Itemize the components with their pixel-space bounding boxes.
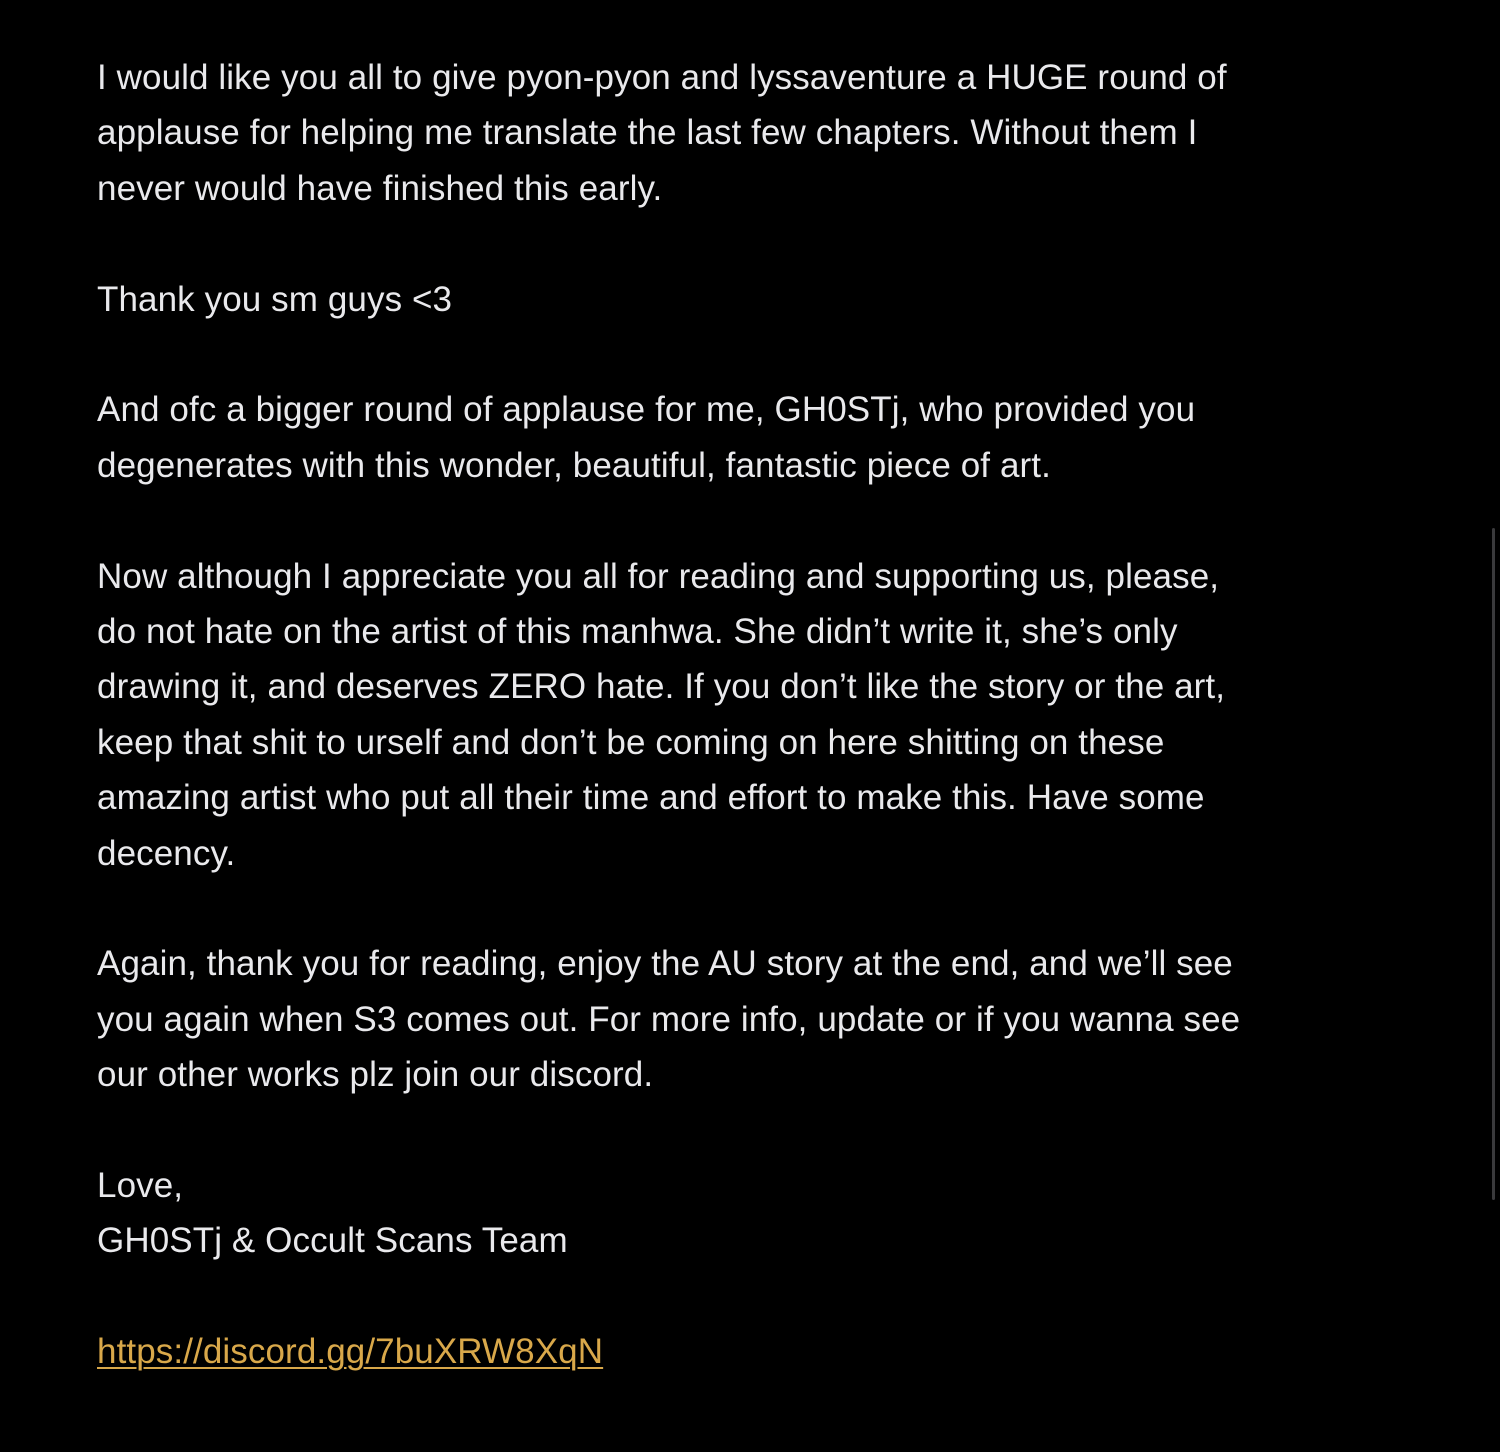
scrollbar[interactable] xyxy=(1492,528,1495,1200)
signature: Love, GH0STj & Occult Scans Team xyxy=(97,1166,568,1261)
discord-link[interactable]: https://discord.gg/7buXRW8XqN xyxy=(97,1332,604,1372)
discord-link-paragraph xyxy=(97,1324,1397,1379)
paragraph-closing: Again, thank you for reading, enjoy the AU story at the end, and we’ll see you again when S3 comes out. For more info, update or if you wanna see our other works plz join our discord. xyxy=(97,944,1241,1095)
note-body xyxy=(97,50,1397,1380)
paragraph-artist-respect: Now although I appreciate you all for reading and supporting us, please, do not hate on the artist of this manhwa. She didn’t write it, she’s only drawing it, and deserves ZERO hate. If you don’t like the story or the art, keep that shit to urself and don’t be coming on here shitting on these amazing artist who put all their time and effort to make this. Have some decency. xyxy=(97,556,1226,873)
paragraph-applause: I would like you all to give pyon-pyon and lyssaventure a HUGE round of applause for helping me translate the last few chapters. Without them I never would have finished this early. xyxy=(97,58,1227,208)
paragraph-self-applause: And ofc a bigger round of applause for me, GH0STj, who provided you degenerates with this wonder, beautiful, fantastic piece of art. xyxy=(97,390,1196,485)
paragraph-thanks: Thank you sm guys <3 xyxy=(97,279,453,319)
